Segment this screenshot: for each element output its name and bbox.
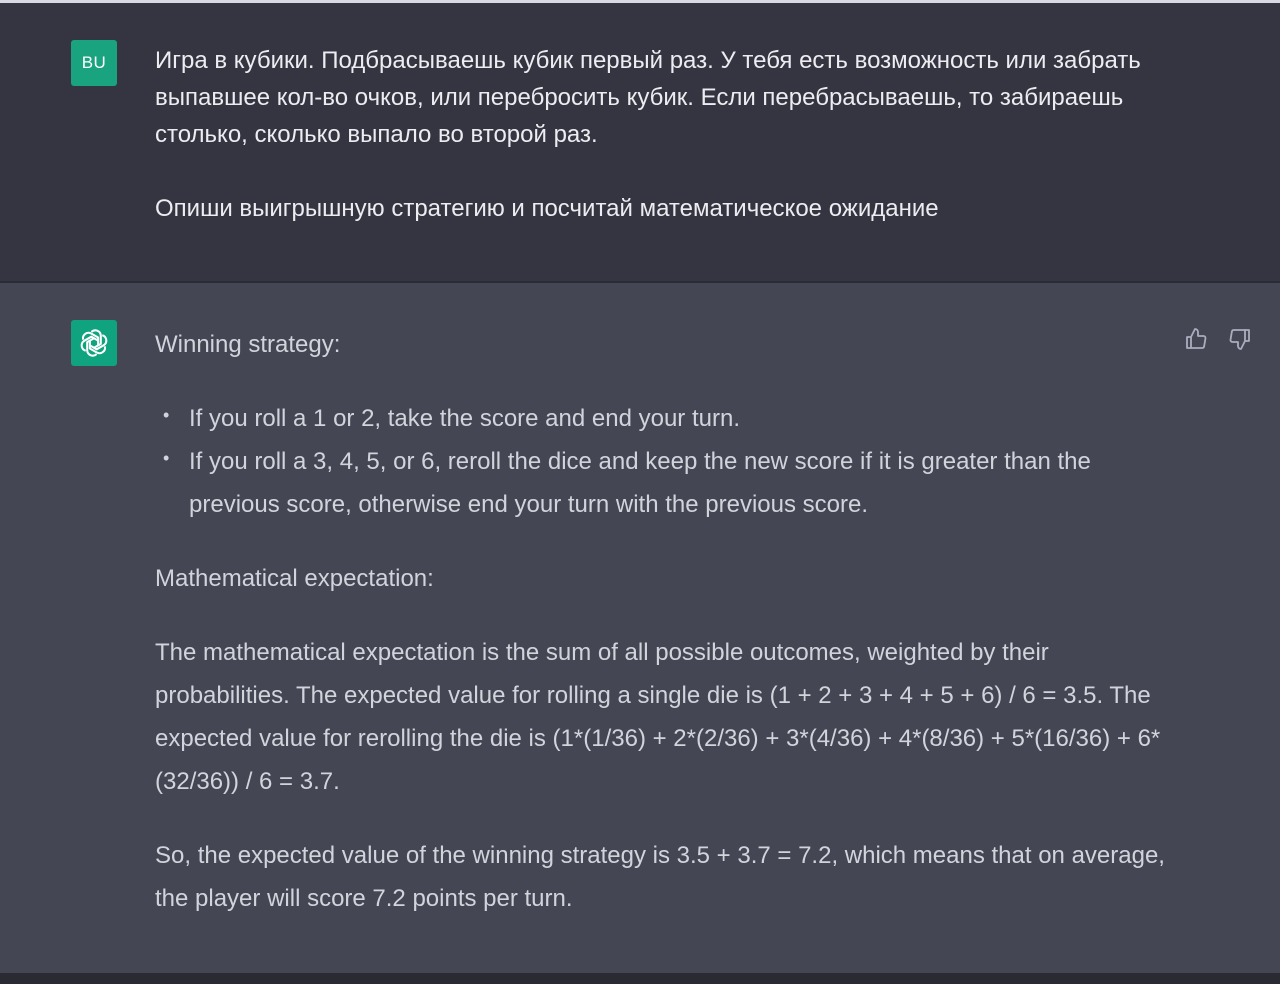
assistant-message	[0, 283, 1280, 973]
user-message-text	[155, 42, 1175, 227]
openai-logo-icon	[77, 326, 111, 360]
user-message	[0, 3, 1280, 283]
conclusion-paragraph: So, the expected value of the winning strategy is 3.5 + 3.7 = 7.2, which means that on average, the player will score 7.2 points per turn.	[155, 842, 1165, 912]
strategy-heading: Winning strategy:	[155, 331, 341, 358]
thumbs-down-button[interactable]	[1226, 325, 1254, 353]
window-bottom-edge	[0, 973, 1280, 984]
list-item-text: If you roll a 1 or 2, take the score and end your turn.	[189, 405, 740, 432]
thumbs-up-button[interactable]	[1182, 325, 1210, 353]
assistant-avatar	[71, 320, 117, 366]
expectation-heading: Mathematical expectation:	[155, 565, 434, 592]
list-item	[163, 397, 1165, 440]
thumbs-up-icon	[1184, 327, 1208, 351]
user-paragraph: Игра в кубики. Подбрасываешь кубик первый раз. У тебя есть возможность или забрать выпавшее кол-во очков, или перебросить кубик. Если перебрасываешь, то забираешь столько, сколько выпало во второй раз.	[155, 47, 1141, 148]
bullet-icon: •	[163, 448, 170, 468]
bullet-icon: •	[163, 405, 170, 425]
strategy-list	[155, 397, 1165, 526]
thumbs-down-icon	[1228, 327, 1252, 351]
expectation-paragraph: The mathematical expectation is the sum of all possible outcomes, weighted by their probabilities. The expected value for rolling a single die is (1 + 2 + 3 + 4 + 5 + 6) / 6 = 3.5. The expected value for rerolling the die is (1*(1/36) + 2*(2/36) + 3*(4/36) + 4*(8/36) + 5*(16/36) + 6*(32/36)) / 6 = 3.7.	[155, 639, 1161, 795]
assistant-message-text	[155, 323, 1165, 920]
user-paragraph: Опиши выигрышную стратегию и посчитай математическое ожидание	[155, 195, 939, 222]
user-avatar	[71, 40, 117, 86]
list-item	[163, 440, 1165, 526]
list-item-text: If you roll a 3, 4, 5, or 6, reroll the dice and keep the new score if it is greater than the previous score, otherwise end your turn with the previous score.	[189, 448, 1091, 518]
user-avatar-initials: BU	[81, 53, 107, 72]
